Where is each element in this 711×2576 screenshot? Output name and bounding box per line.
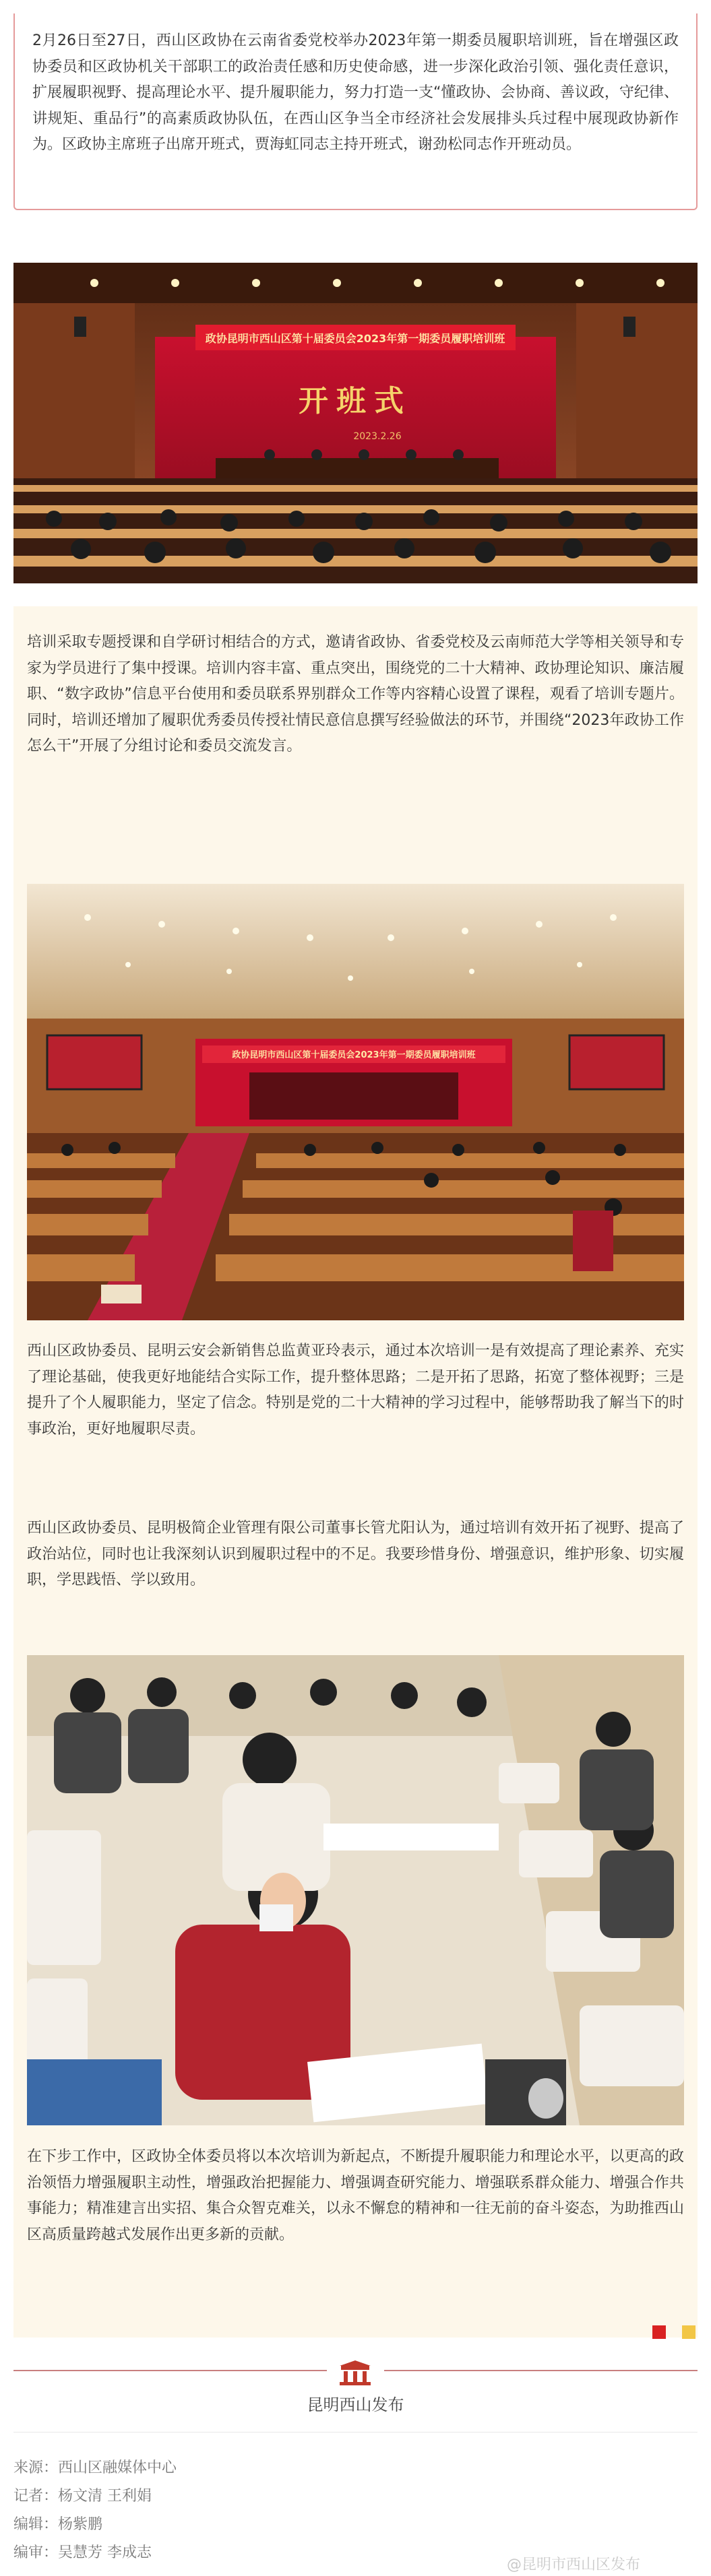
brand-name: 昆明西山发布 [307, 2395, 404, 2414]
opening-ceremony-photo [13, 263, 698, 583]
credit-editor [13, 2515, 102, 2535]
auditorium-photo [27, 884, 684, 1320]
paragraph-next-steps: 在下步工作中，区政协全体委员将以本次培训为新起点，不断提升履职能力和理论水平，以更高的政治领悟力增强履职主动性，增强政治把握能力、增强调查研究能力、增强联系群众能力、增强合作共事能力；精准建言出实招、集合众智克难关，以永不懈怠的精神和一往无前的奋斗姿态，为助推西山区高质量跨越式发展作出更多新的贡献。 [27, 2148, 684, 2243]
credit-source [13, 2458, 177, 2478]
credit-label: 记者： [13, 2488, 59, 2505]
credit-reviewer [13, 2543, 152, 2563]
footer-line-right [384, 2370, 698, 2371]
study-photo [27, 1655, 684, 2125]
red-square-ornament [652, 2325, 666, 2339]
footer-divider [13, 2432, 698, 2433]
credit-value: 杨紫鹏 [58, 2516, 103, 2533]
credit-value: 吴慧芳 李成志 [58, 2544, 152, 2561]
yellow-square-ornament [682, 2325, 695, 2339]
intro-text: 2月26日至27日，西山区政协在云南省委党校举办2023年第一期委员履职培训班，旨在增强区政协委员和区政协机关干部职工的政治责任感和历史使命感，进一步深化政治引领、强化责任意识，扩展履职视野、提高理论水平、提升履职能力，努力打造一支“懂政协、会协商、善议政，守纪律、讲规矩、重品行”的高素质政协队伍，在西山区争当全市经济社会发展排头兵过程中展现政协新作为。区政协主席班子出席开班式，贾海虹同志主持开班式，谢劲松同志作开班动员。 [32, 32, 679, 153]
credit-label: 编辑： [13, 2516, 59, 2533]
credit-label: 来源： [13, 2459, 59, 2476]
stage-date: 2023.2.26 [353, 431, 402, 442]
auditorium-banner: 政协昆明市西山区第十届委员会2023年第一期委员履职培训班 [232, 1050, 476, 1060]
paragraph-member-guan: 西山区政协委员、昆明极简企业管理有限公司董事长管尤阳认为，通过培训有效开拓了视野、提高了政治站位，同时也让我深刻认识到履职过程中的不足。我要珍惜身份、增强意识，维护形象、切实履职，学思践悟、学以致用。 [27, 1520, 684, 1588]
building-emblem-icon [337, 2359, 373, 2386]
weibo-watermark: @昆明市西山区发布 [507, 2556, 641, 2573]
credit-value: 杨文清 王利娟 [58, 2488, 152, 2505]
footer-line-left [13, 2370, 327, 2371]
stage-banner: 政协昆明市西山区第十届委员会2023年第一期委员履职培训班 [205, 332, 505, 345]
paragraph-training-format: 培训采取专题授课和自学研讨相结合的方式，邀请省政协、省委党校及云南师范大学等相关领导和专家为学员进行了集中授课。培训内容丰富、重点突出，围绕党的二十大精神、政协理论知识、廉洁履职、“数字政协”信息平台使用和委员联系界别群众工作等内容精心设置了课程，观看了培训专题片。同时，培训还增加了履职优秀委员传授社情民意信息撰写经验做法的环节，并围绕“2023年政协工作怎么干”开展了分组讨论和委员交流发言。 [27, 634, 684, 754]
intro-box [13, 13, 698, 210]
credit-reporter [13, 2486, 152, 2507]
paragraph-member-huang: 西山区政协委员、昆明云安会新销售总监黄亚玲表示，通过本次培训一是有效提高了理论素养、充实了理论基础，使我更好地能结合实际工作，提升整体思路；二是开拓了思路，拓宽了整体视野；三是提升了个人履职能力，坚定了信念。特别是党的二十大精神的学习过程中，能够帮助我了解当下的时事政治，更好地履职尽责。 [27, 1343, 684, 1438]
credit-value: 西山区融媒体中心 [58, 2459, 177, 2476]
stage-title: 开班式 [299, 384, 412, 418]
credit-label: 编审： [13, 2544, 59, 2561]
